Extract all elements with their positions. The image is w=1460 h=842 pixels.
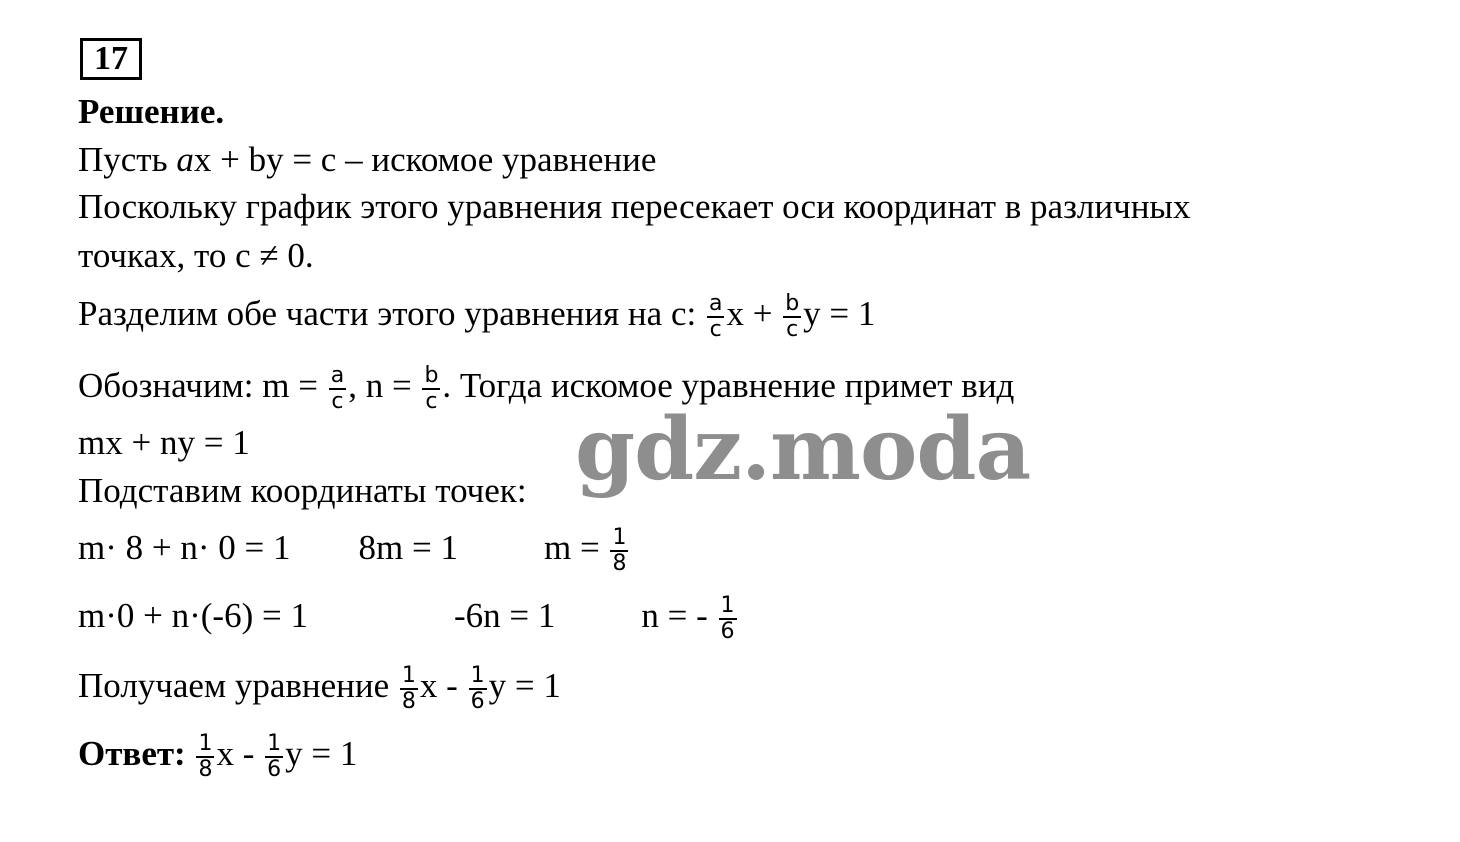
watermark-logo: gdz.moda — [575, 399, 1031, 500]
line-divide-by-c: Разделим обе части этого уравнения на c: $\frac{a}{c}$ x + $\frac{b}{c}$ y = 1 — [78, 291, 876, 342]
problem-number: 17 — [80, 38, 142, 80]
line-substitute-point-2: m·0 + n·(-6) = 1 -6n = 1 n = - $\frac{1}{6}$ — [78, 593, 735, 644]
fraction-1-over-8: $\frac{1}{8}$ — [401, 663, 416, 714]
fraction-a-over-c: $\frac{a}{c}$ — [708, 291, 723, 342]
fraction-1-over-8: $\frac{1}{8}$ — [198, 731, 213, 782]
fraction-1-over-6: $\frac{1}{6}$ — [470, 663, 485, 714]
line-substitute-point-1: m· 8 + n· 0 = 1 8m = 1 m = $\frac{1}{8}$ — [78, 525, 627, 576]
line-substitute: Подставим координаты точек: — [78, 471, 527, 510]
fraction-1-over-6: $\frac{1}{6}$ — [267, 731, 282, 782]
line-graph-intersects: Поскольку график этого уравнения пересекает оси координат в различных — [78, 187, 1191, 226]
line-denote: Обозначим: m = $\frac{a}{c}$ , n = $\frac{b}{c}$ . Тогда искомое уравнение примет вид — [78, 363, 1015, 414]
answer-label: Ответ: — [78, 734, 186, 774]
solution-heading: Решение. — [78, 92, 225, 131]
fraction-1-over-6: $\frac{1}{6}$ — [720, 593, 735, 644]
line-mx-ny: mx + ny = 1 — [78, 423, 250, 462]
fraction-a-over-c: $\frac{a}{c}$ — [330, 363, 345, 414]
line-let-equation: Пусть ax + by = c – искомое уравнение — [78, 140, 657, 179]
fraction-b-over-c: $\frac{b}{c}$ — [785, 291, 800, 342]
answer-line: Ответ: $\frac{1}{8}$ x - $\frac{1}{6}$ y = 1 — [78, 731, 358, 782]
line-result-equation: Получаем уравнение $\frac{1}{8}$ x - $\frac{1}{6}$ y = 1 — [78, 663, 561, 714]
fraction-1-over-8: $\frac{1}{8}$ — [612, 525, 627, 576]
line-c-nonzero: точках, то c ≠ 0. — [78, 236, 314, 275]
fraction-b-over-c: $\frac{b}{c}$ — [424, 363, 439, 414]
